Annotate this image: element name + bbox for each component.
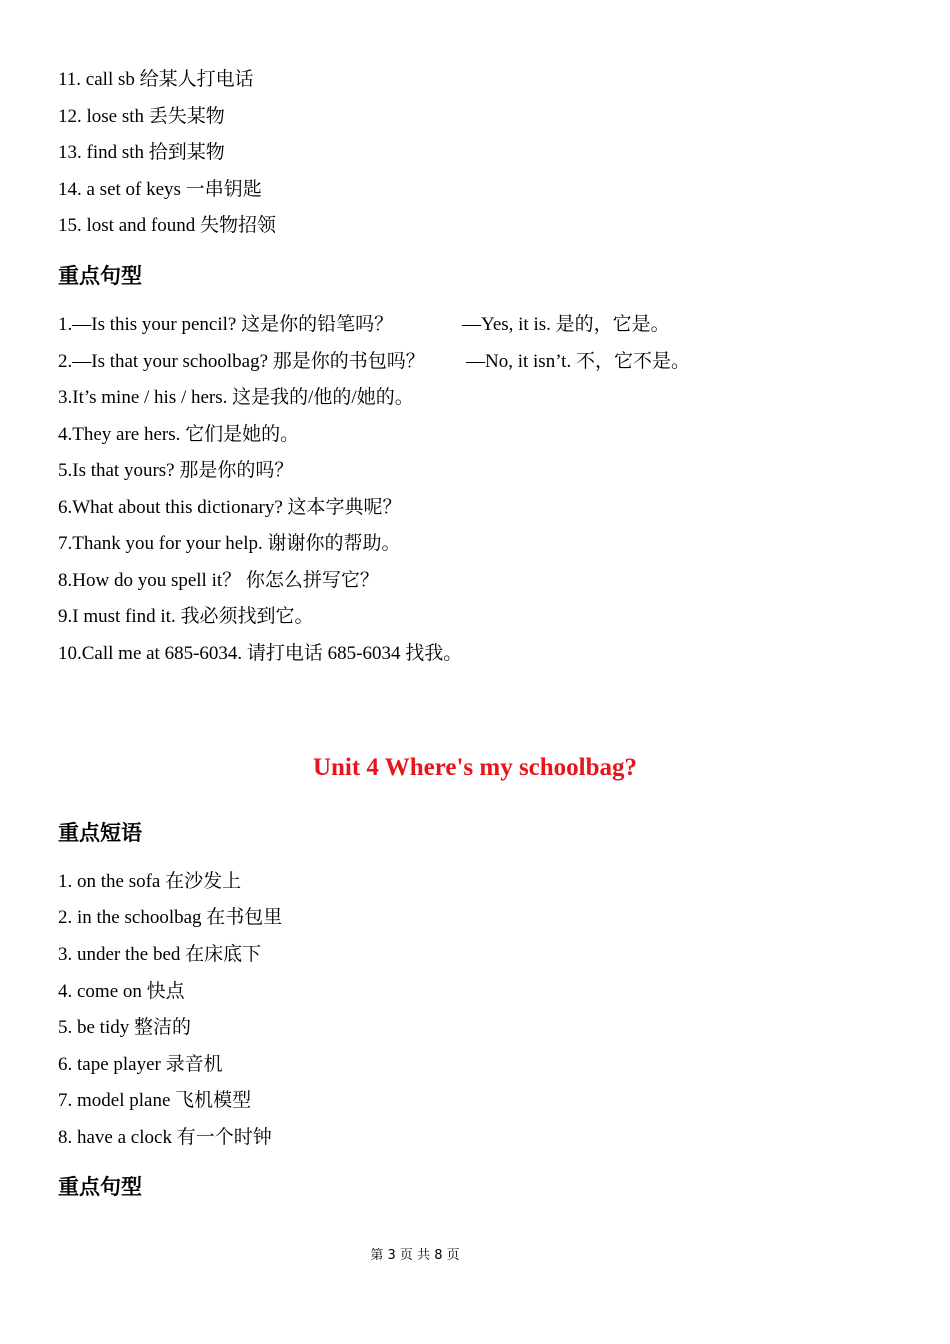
sentence-item: 10.Call me at 685-6034. 请打电话 685-6034 找我。 bbox=[58, 643, 463, 664]
sentence-item: 2.—Is that your schoolbag? 那是你的书包吗？ bbox=[58, 351, 425, 372]
sentence-answer: —Yes, it is. 是的，它是。 bbox=[462, 314, 670, 335]
phrase-item: 7. model plane 飞机模型 bbox=[58, 1090, 252, 1111]
sentence-item: 5.Is that yours? 那是你的吗？ bbox=[58, 460, 294, 481]
phrase-item: 6. tape player 录音机 bbox=[58, 1054, 223, 1075]
phrase-item: 5. be tidy 整洁的 bbox=[58, 1017, 191, 1038]
section-heading-sentences-unit4: 重点句型 bbox=[58, 1175, 142, 1199]
phrase-item: 13. find sth 拾到某物 bbox=[58, 142, 225, 163]
section-heading-sentences: 重点句型 bbox=[58, 264, 142, 288]
page-footer: 第 3 页 共 8 页 bbox=[370, 1248, 460, 1263]
phrase-item: 8. have a clock 有一个时钟 bbox=[58, 1127, 272, 1148]
sentence-item: 1.—Is this your pencil? 这是你的铅笔吗？ bbox=[58, 314, 394, 335]
phrase-item: 15. lost and found 失物招领 bbox=[58, 215, 276, 236]
phrase-item: 4. come on 快点 bbox=[58, 981, 185, 1002]
sentence-item: 9.I must find it. 我必须找到它。 bbox=[58, 606, 314, 627]
phrase-item: 11. call sb 给某人打电话 bbox=[58, 69, 254, 90]
section-heading-phrases: 重点短语 bbox=[58, 821, 142, 845]
phrase-item: 12. lose sth 丢失某物 bbox=[58, 106, 225, 127]
phrase-item: 14. a set of keys 一串钥匙 bbox=[58, 179, 262, 200]
sentence-item: 3.It’s mine / his / hers. 这是我的/他的/她的。 bbox=[58, 387, 414, 408]
sentence-item: 8.How do you spell it？ 你怎么拼写它？ bbox=[58, 570, 379, 591]
sentence-answer: —No, it isn’t. 不，它不是。 bbox=[466, 351, 690, 372]
unit-title: Unit 4 Where's my schoolbag? bbox=[312, 754, 638, 781]
phrase-item: 2. in the schoolbag 在书包里 bbox=[58, 907, 283, 928]
sentence-item: 6.What about this dictionary? 这本字典呢？ bbox=[58, 497, 402, 518]
phrase-item: 1. on the sofa 在沙发上 bbox=[58, 871, 242, 892]
sentence-item: 7.Thank you for your help. 谢谢你的帮助。 bbox=[58, 533, 401, 554]
phrase-item: 3. under the bed 在床底下 bbox=[58, 944, 262, 965]
sentence-item: 4.They are hers. 它们是她的。 bbox=[58, 424, 300, 445]
